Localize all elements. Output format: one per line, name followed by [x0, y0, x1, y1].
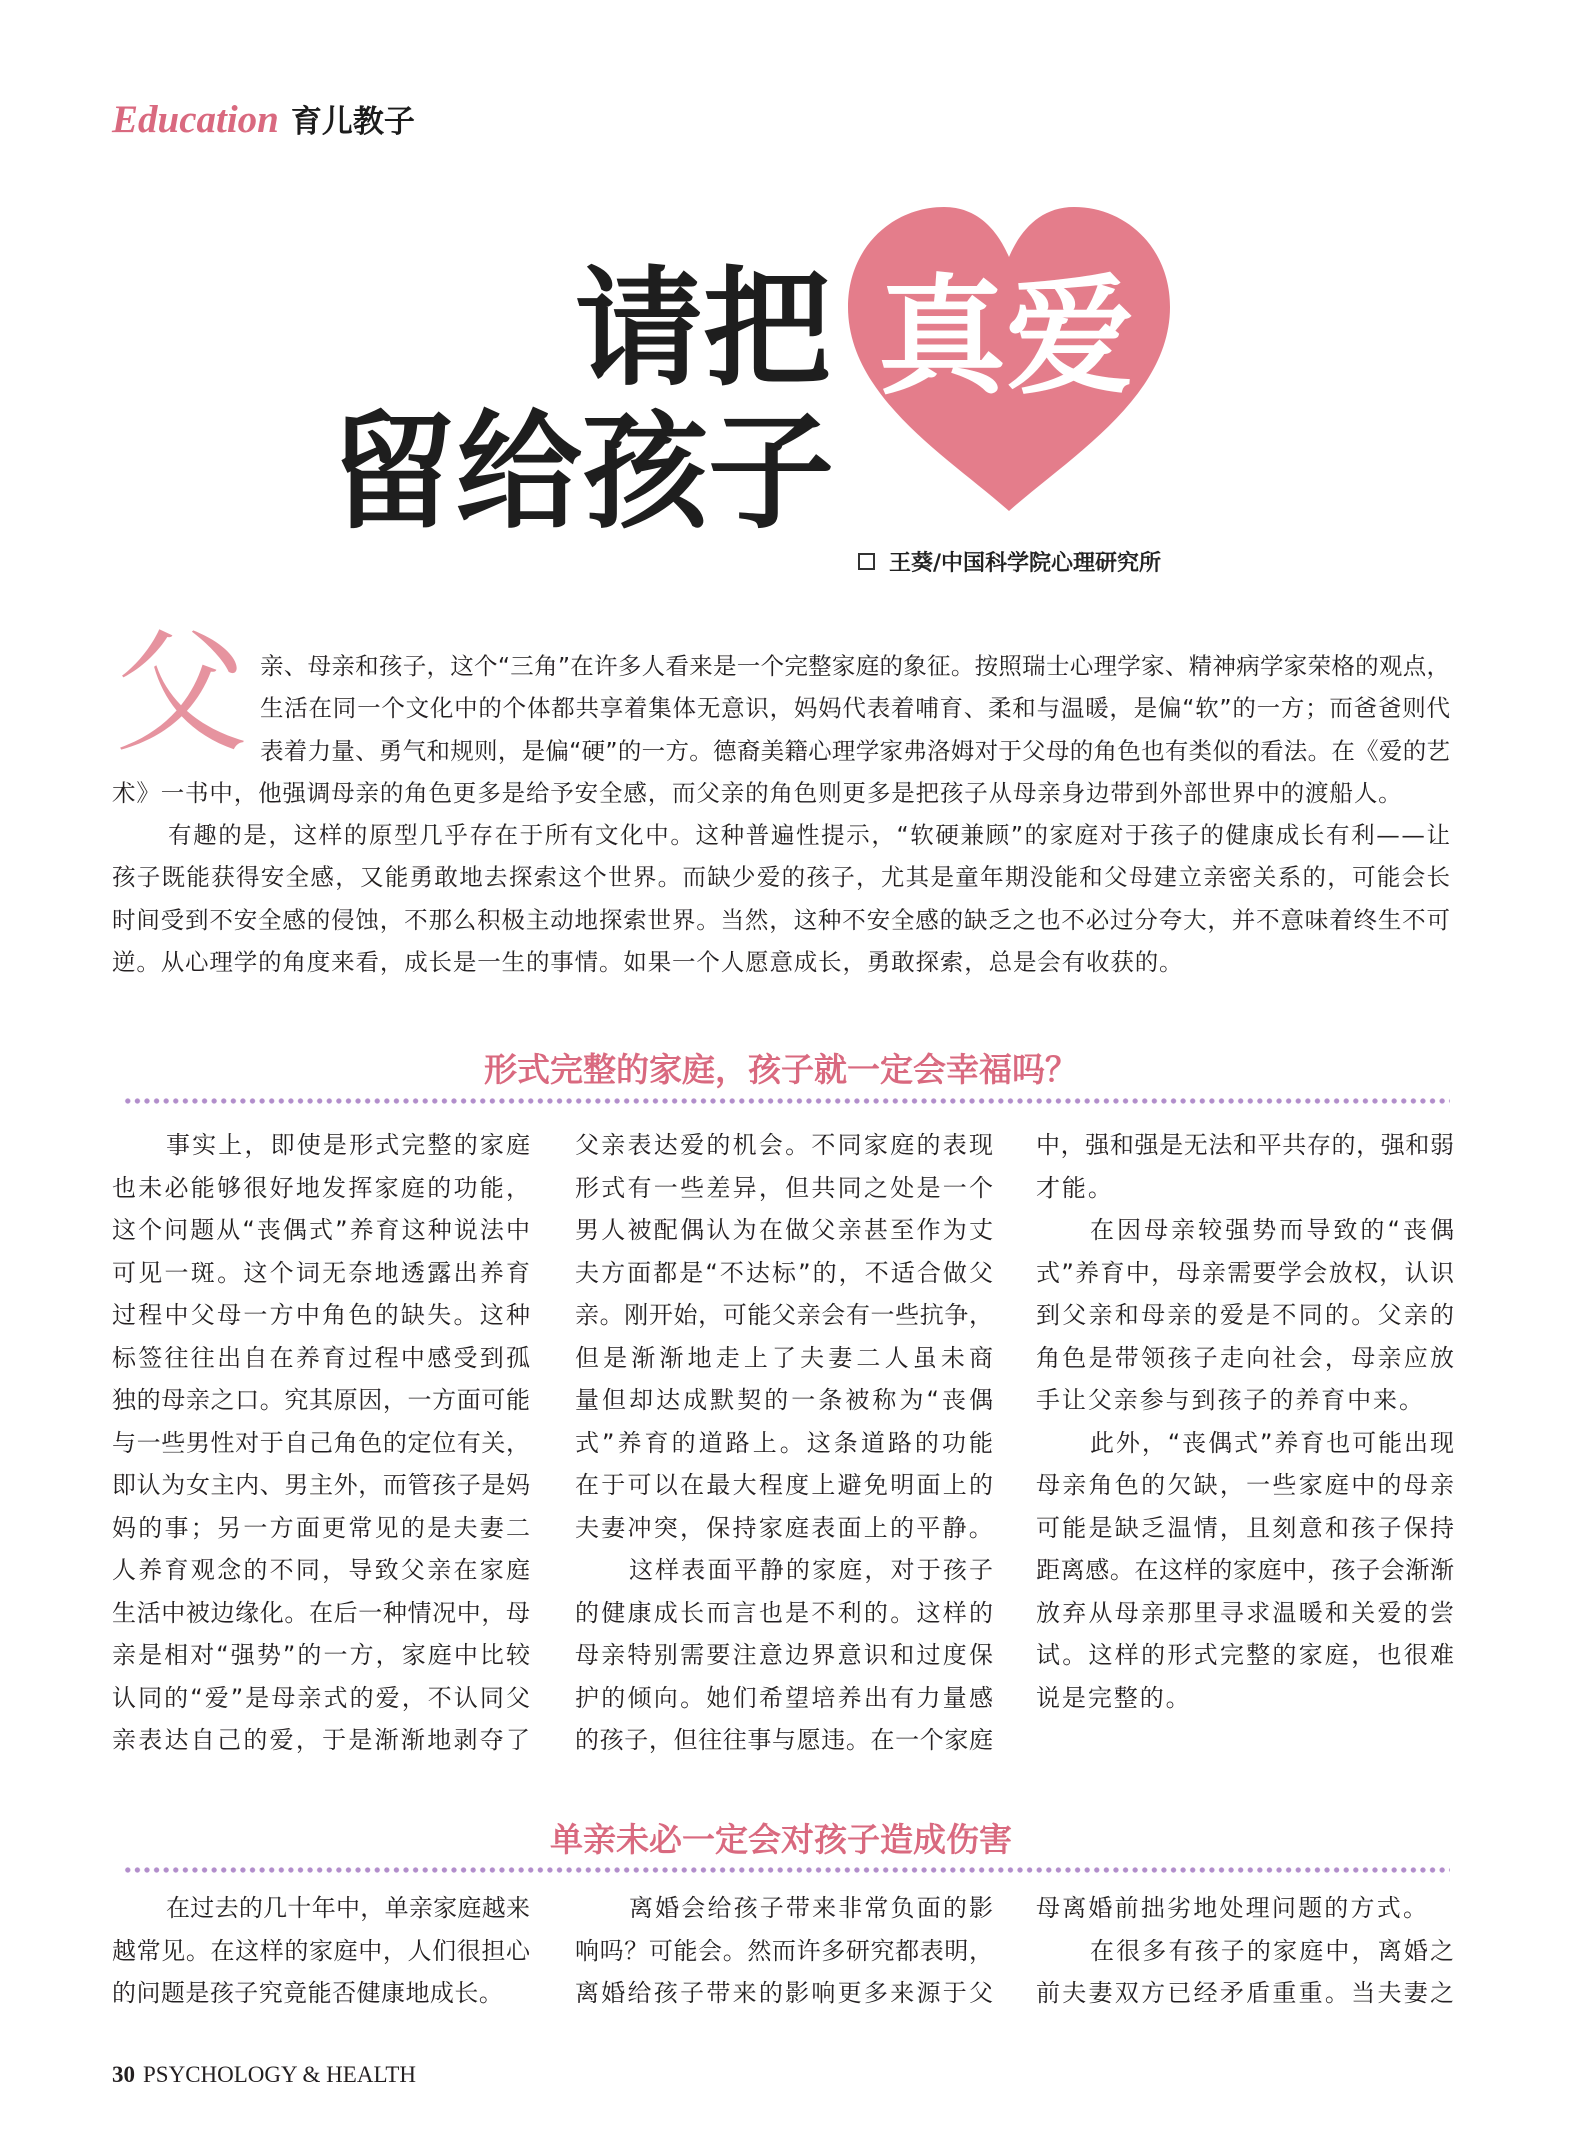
- page-footer: [112, 2062, 416, 2090]
- text-line: 中，强和强是无法和平共存的，强和弱: [1036, 1131, 1455, 1159]
- text-line: 此外，“丧偶式”养育也可能出现: [1090, 1428, 1456, 1457]
- dotted-divider: [123, 1097, 1450, 1105]
- text-line: 可见一斑。这个词无奈地透露出养育: [112, 1258, 533, 1287]
- text-line: 也未必能够很好地发挥家庭的功能，: [112, 1173, 533, 1202]
- text-line: 在过去的几十年中，单亲家庭越来: [166, 1894, 531, 1922]
- title-line-1: 请把: [575, 255, 832, 404]
- text-line: 越常见。在这样的家庭中，人们很担心: [112, 1936, 531, 1965]
- text-line: 这样表面平静的家庭，对于孩子: [629, 1556, 996, 1584]
- text-line: 夫妻冲突，保持家庭表面上的平静。: [575, 1513, 996, 1542]
- text-line: 过程中父母一方中角色的缺失。这种: [112, 1301, 533, 1329]
- paragraph: [1036, 1930, 1457, 2015]
- text-line: 的孩子，但往往事与愿违。在一个家庭: [575, 1726, 994, 1754]
- text-line: 即认为女主内、男主外，而管孩子是妈: [112, 1471, 531, 1499]
- text-line: 生活中被边缘化。在后一种情况中，母: [112, 1598, 531, 1627]
- text-line: 的问题是孩子究竟能否健康地成长。: [112, 1979, 504, 2007]
- text-line: 在很多有孩子的家庭中，离婚之: [1090, 1936, 1457, 1965]
- section-heading-2: 单亲未必一定会对孩子造成伤害: [550, 1820, 1012, 1859]
- text-line: 离婚给孩子带来的影响更多来源于父: [575, 1979, 996, 2007]
- section-heading-1: 形式完整的家庭，孩子就一定会幸福吗？: [484, 1050, 1078, 1089]
- text-line: 母亲特别需要注意边界意识和过度保: [575, 1641, 996, 1669]
- text-line: 说是完整的。: [1036, 1683, 1192, 1712]
- paragraph: [112, 1124, 533, 1762]
- paragraph: [575, 1887, 996, 2015]
- section-2-column-3: [1036, 1887, 1457, 2015]
- text-line: 离婚会给孩子带来非常负面的影: [629, 1894, 996, 1922]
- text-line: 术》一书中，他强调母亲的角色更多是给予安全感，而父亲的角色则更多是把孩子从母亲身边带到外部世界中的渡船人。: [112, 778, 1403, 807]
- drop-cap: 父: [114, 615, 249, 771]
- section-2-column-1: [112, 1887, 530, 2015]
- byline: [858, 546, 1161, 576]
- text-line: 到父亲和母亲的爱是不同的。父亲的: [1036, 1301, 1457, 1329]
- paragraph: [575, 1549, 996, 1762]
- section-1-column-2: [575, 1124, 998, 1762]
- text-line: 距离感。在这样的家庭中，孩子会渐渐: [1036, 1556, 1455, 1584]
- paragraph: [112, 645, 1450, 814]
- text-line: 的健康成长而言也是不利的。这样的: [575, 1598, 996, 1627]
- text-line: 可能是缺乏温情，且刻意和孩子保持: [1036, 1513, 1457, 1542]
- page-number: 30: [112, 2062, 135, 2087]
- text-line: 响吗？可能会。然而许多研究都表明，: [575, 1936, 994, 1965]
- section-1-column-3: [1036, 1124, 1458, 1719]
- paragraph: [1036, 1209, 1458, 1422]
- text-line: 护的倾向。她们希望培养出有力量感: [575, 1683, 996, 1712]
- section-1-column-1: [112, 1124, 533, 1762]
- section-label-cn: 育儿教子: [290, 104, 415, 140]
- section-label-en: Education: [112, 98, 279, 141]
- text-line: 角色是带领孩子走向社会，母亲应放: [1036, 1343, 1457, 1372]
- paragraph: [1036, 1422, 1457, 1720]
- text-line: 亲、母亲和孩子，这个“三角”在许多人看来是一个完整家庭的象征。按照瑞士心理学家、精神病学家荣格的观点，: [260, 652, 1451, 680]
- magazine-name: PSYCHOLOGY & HEALTH: [143, 2062, 417, 2087]
- text-line: 试。这样的形式完整的家庭，也很难: [1036, 1641, 1457, 1669]
- dotted-divider: [123, 1866, 1450, 1874]
- text-line: 才能。: [1036, 1173, 1114, 1202]
- text-line: 但是渐渐地走上了夫妻二人虽未商: [575, 1343, 998, 1372]
- intro-text: [112, 645, 1450, 983]
- text-line: 形式有一些差异，但共同之处是一个: [575, 1173, 996, 1202]
- text-line: 有趣的是，这样的原型几乎存在于所有文化中。这种普遍性提示，“软硬兼顾”的家庭对于孩子的健康成长有利——让: [168, 821, 1452, 850]
- text-line: 这个问题从“丧偶式”养育这种说法中: [112, 1216, 533, 1244]
- text-line: 式”养育的道路上。这条道路的功能: [575, 1428, 997, 1457]
- square-icon: [858, 553, 875, 570]
- text-line: 标签往往出自在养育过程中感受到孤: [112, 1343, 533, 1372]
- text-line: 放弃从母亲那里寻求温暖和关爱的尝: [1036, 1598, 1457, 1627]
- text-line: 在因母亲较强势而导致的“丧偶: [1090, 1216, 1458, 1244]
- paragraph: [112, 1887, 530, 2015]
- text-line: 亲表达自己的爱，于是渐渐地剥夺了: [112, 1726, 533, 1754]
- text-line: 亲是相对“强势”的一方，家庭中比较: [112, 1641, 533, 1669]
- section-2-column-2: [575, 1887, 996, 2015]
- text-line: 夫方面都是“不达标”的，不适合做父: [575, 1258, 996, 1287]
- paragraph: [112, 814, 1450, 983]
- text-line: 独的母亲之口。究其原因，一方面可能: [112, 1386, 531, 1414]
- text-line: 母亲角色的欠缺，一些家庭中的母亲: [1036, 1471, 1457, 1499]
- text-line: 量但却达成默契的一条被称为“丧偶: [575, 1386, 997, 1414]
- text-line: 逆。从心理学的角度来看，成长是一生的事情。如果一个人愿意成长，勇敢探索，总是会有收获的。: [112, 948, 1184, 977]
- text-line: 孩子既能获得安全感，又能勇敢地去探索这个世界。而缺少爱的孩子，尤其是童年期没能和父母建立亲密关系的，可能会长: [112, 863, 1452, 892]
- text-line: 事实上，即使是形式完整的家庭: [166, 1131, 533, 1159]
- text-line: 手让父亲参与到孩子的养育中来。: [1036, 1386, 1425, 1414]
- text-line: 男人被配偶认为在做父亲甚至作为丈: [575, 1216, 996, 1244]
- text-line: 时间受到不安全感的侵蚀，不那么积极主动地探索世界。当然，这种不安全感的缺乏之也不必过分夸大，并不意味着终生不可: [112, 905, 1451, 934]
- section-header: [112, 96, 415, 142]
- text-line: 表着力量、勇气和规则，是偏“硬”的一方。德裔美籍心理学家弗洛姆对于父母的角色也有类似的看法。在《爱的艺: [260, 736, 1451, 765]
- text-line: 生活在同一个文化中的个体都共享着集体无意识，妈妈代表着哺育、柔和与温暖，是偏“软”的一方；而爸爸则代: [260, 694, 1451, 723]
- paragraph: [1036, 1124, 1454, 1209]
- text-line: 式”养育中，母亲需要学会放权，认识: [1036, 1258, 1456, 1287]
- text-line: 前夫妻双方已经矛盾重重。当夫妻之: [1036, 1979, 1457, 2007]
- text-line: 父亲表达爱的机会。不同家庭的表现: [575, 1131, 996, 1159]
- text-line: 在于可以在最大程度上避免明面上的: [575, 1471, 996, 1499]
- text-line: 认同的“爱”是母亲式的爱，不认同父: [112, 1683, 533, 1712]
- text-line: 亲。刚开始，可能父亲会有一些抗争，: [575, 1301, 994, 1329]
- text-line: 母离婚前拙劣地处理问题的方式。: [1036, 1894, 1430, 1922]
- text-line: 妈的事；另一方面更常见的是夫妻二: [112, 1513, 533, 1542]
- text-line: 与一些男性对于自己角色的定位有关，: [112, 1428, 531, 1457]
- text-line: 人养育观念的不同，导致父亲在家庭: [112, 1556, 533, 1584]
- title-highlight: 真爱: [878, 263, 1135, 412]
- paragraph: [575, 1124, 998, 1549]
- paragraph: [1036, 1887, 1454, 1930]
- title-line-2: 留给孩子: [330, 399, 834, 546]
- byline-author: 王葵/中国科学院心理研究所: [889, 550, 1162, 576]
